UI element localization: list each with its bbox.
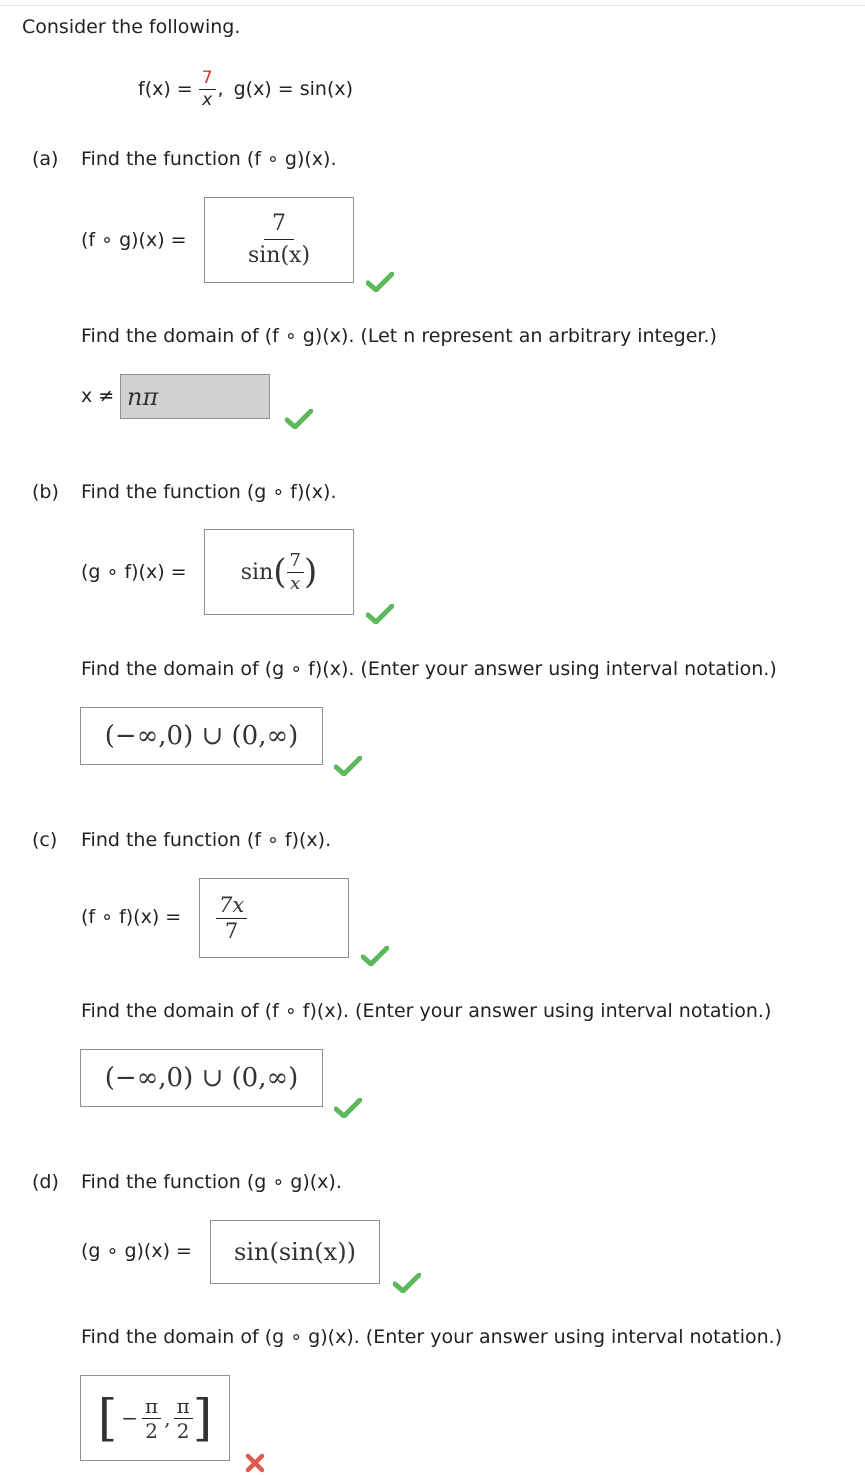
part-a-prompt: Find the function (f ∘ g)(x). [81,148,337,170]
part-b-domain-prompt: Find the domain of (g ∘ f)(x). (Enter your answer using interval notation.) [81,658,777,680]
f-denominator: x [202,89,213,110]
part-a-domain-lhs: x ≠ [81,385,115,407]
g-definition: g(x) = sin(x) [233,78,354,100]
check-icon [366,604,394,624]
check-icon [285,409,313,429]
part-d-den-1: 2 [145,1418,158,1443]
f-numerator: 7 [199,70,216,90]
part-a-function-answer[interactable] [204,197,354,283]
part-c-func-numerator: 7x [219,892,245,917]
part-d-fraction-2 [174,1393,193,1443]
part-c-label: (c) [32,829,58,851]
part-a-func-fraction [248,213,310,267]
part-a-domain-answer[interactable] [120,374,270,419]
part-d-label: (d) [32,1171,59,1193]
part-b-open-paren: ( [273,552,287,592]
part-d-domain-answer[interactable] [80,1375,230,1461]
part-c-func-lhs: (f ∘ f)(x) = [81,906,182,928]
check-icon [334,756,362,776]
part-a-func-numerator: 7 [264,213,294,240]
top-divider [0,5,865,6]
x-icon [244,1452,266,1474]
part-a-func-denominator: sin(x) [247,243,311,268]
part-b-func-lhs: (g ∘ f)(x) = [81,561,187,583]
part-b-func-fraction [287,549,304,594]
part-b-func-name: sin [240,559,274,585]
part-c-function-answer[interactable] [199,878,349,958]
part-b-func-denominator: x [290,572,301,594]
check-icon [393,1273,421,1293]
f-definition-lhs: f(x) = [138,78,193,100]
part-d-den-2: 2 [176,1418,190,1443]
part-a-domain-prompt: Find the domain of (f ∘ g)(x). (Let n represent an arbitrary integer.) [81,325,717,347]
part-c-func-denominator: 7 [224,918,239,943]
part-d-num-2: π [174,1396,193,1419]
part-d-function-answer[interactable] [210,1220,380,1284]
part-b-label: (b) [32,481,59,503]
part-d-separator: , [164,1406,171,1430]
part-d-func-lhs: (g ∘ g)(x) = [81,1240,192,1262]
part-b-prompt: Find the function (g ∘ f)(x). [81,481,337,503]
part-d-fraction-1 [142,1393,161,1443]
part-c-domain-prompt: Find the domain of (f ∘ f)(x). (Enter your answer using interval notation.) [81,1000,772,1022]
part-a-label: (a) [32,148,59,170]
part-b-close-paren: ) [303,552,318,592]
part-a-func-lhs: (f ∘ g)(x) = [81,229,187,251]
part-d-num-1: π [142,1396,161,1419]
check-icon [366,272,394,292]
part-d-domain-prompt: Find the domain of (g ∘ g)(x). (Enter your answer using interval notation.) [81,1326,783,1348]
part-d-left-bracket: [ [97,1389,118,1447]
part-b-domain-value: (−∞,0) ∪ (0,∞) [104,721,299,751]
part-a-domain-value: nπ [127,382,159,411]
part-d-minus: − [121,1406,139,1430]
part-b-domain-answer[interactable] [80,707,323,765]
part-c-domain-value: (−∞,0) ∪ (0,∞) [104,1063,299,1093]
intro-text: Consider the following. [22,16,241,38]
given-comma: , [217,78,224,100]
check-icon [334,1098,362,1118]
part-c-domain-answer[interactable] [80,1049,323,1107]
part-c-func-fraction [216,892,247,943]
f-fraction [199,67,216,110]
part-b-function-answer[interactable] [204,529,354,615]
check-icon [361,946,389,966]
given-functions [138,64,353,114]
part-d-right-bracket: ] [192,1389,213,1447]
part-b-func-numerator: 7 [287,552,304,573]
part-d-func-value: sin(sin(x)) [234,1238,356,1266]
part-c-prompt: Find the function (f ∘ f)(x). [81,829,332,851]
part-d-prompt: Find the function (g ∘ g)(x). [81,1171,342,1193]
